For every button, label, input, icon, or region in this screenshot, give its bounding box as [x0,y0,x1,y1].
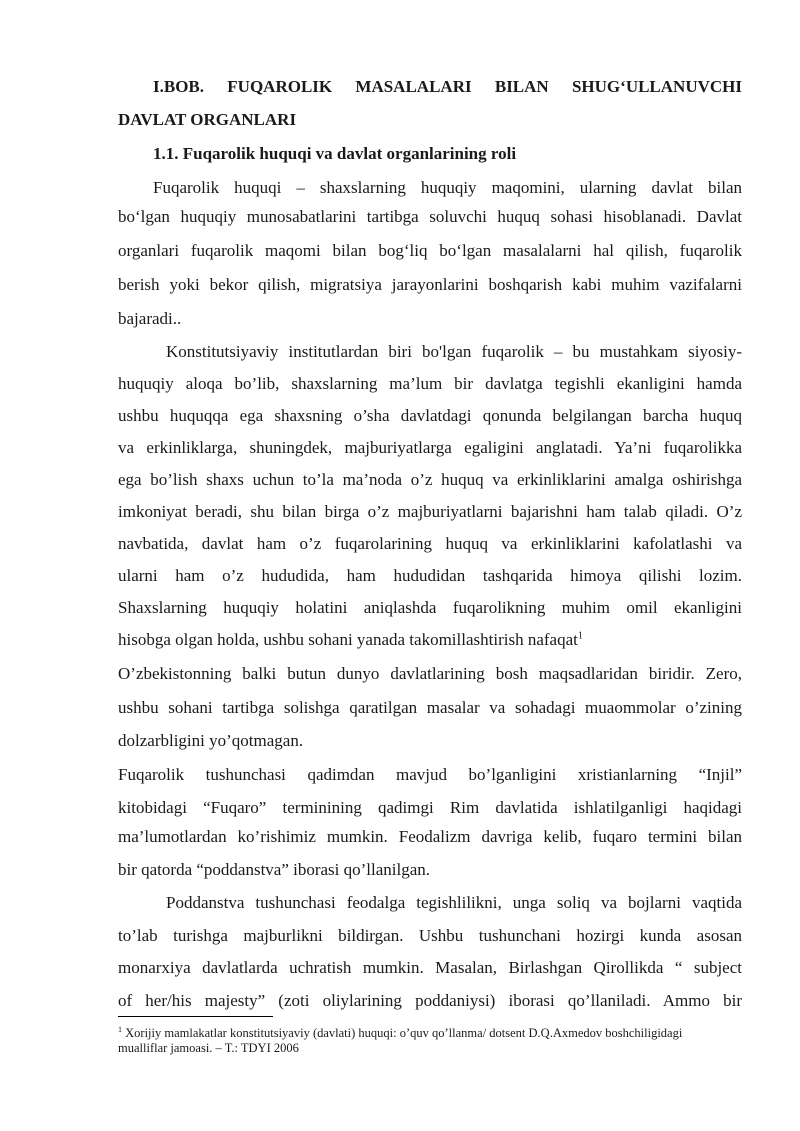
paragraph-2-last-text: hisobga olgan holda, ushbu sohani yanada takomillashtirish nafaqat [118,630,578,649]
paragraph-2-line: Konstitutsiyaviy institutlardan biri bo'lgan fuqarolik – bu mustahkam siyosiy- [166,342,742,361]
paragraph-4-line: bir qatorda “poddanstva” iborasi qo’llanilgan. [118,860,431,879]
chapter-title-line-2: DAVLAT ORGANLARI [118,110,297,129]
footnote-reference[interactable]: 1 [577,630,583,642]
paragraph-2-line: imkoniyat beradi, shu bilan birga o’z majburiyatlarni bajarishni ham talab qiladi. O’z [118,502,742,521]
chapter-title-line-1: I.BOB. FUQAROLIK MASALALARI BILAN SHUG‘ULLANUVCHI [153,77,742,96]
paragraph-2-line: huquqiy aloqa bo’lib, shaxslarning ma’lum bir davlatga tegishli ekanligini hamda [118,374,742,393]
paragraph-3-line: dolzarbligini yo’qotmagan. [118,731,304,750]
footnote-line-1 [118,1022,738,1041]
paragraph-1-line: bajaradi.. [118,309,182,328]
paragraph-4-line: Fuqarolik tushunchasi qadimdan mavjud bo’lganligini xristianlarning “Injil” [118,765,742,784]
paragraph-3-line: O’zbekistonning balki butun dunyo davlatlarining bosh maqsadlaridan biridir. Zero, [118,664,742,683]
paragraph-2-line: Shaxslarning huquqiy holatini aniqlashda fuqarolikning muhim omil ekanligini [118,598,742,617]
paragraph-2-line: ularni ham o’z hududida, ham hududidan tashqarida himoya qilishi lozim. [118,566,742,585]
paragraph-4-line: ma’lumotlardan ko’rishimiz mumkin. Feodalizm davriga kelib, fuqaro termini bilan [118,827,742,846]
paragraph-5-line: monarxiya davlatlarda uchratish mumkin. Masalan, Birlashgan Qirollikda “ subject [118,958,742,977]
paragraph-1-line: Fuqarolik huquqi – shaxslarning huquqiy maqomini, ularning davlat bilan [153,178,742,197]
paragraph-1-line: organlari fuqarolik maqomi bilan bog‘liq bo‘lgan masalalarni hal qilish, fuqarolik [118,241,742,260]
paragraph-2-line: navbatida, davlat ham o’z fuqarolarining huquq va erkinliklarini kafolatlashi va [118,534,742,553]
paragraph-2-line: ushbu huquqqa ega shaxsning o’sha davlatdagi qonunda belgilangan barcha huquq [118,406,742,425]
section-title: 1.1. Fuqarolik huquqi va davlat organlarining roli [153,144,517,163]
paragraph-5-line: of her/his majesty” (zoti oliylarining poddaniysi) iborasi qo’llaniladi. Ammo bir [118,991,742,1010]
paragraph-1-line: bo‘lgan huquqiy munosabatlarini tartibga soluvchi huquq sohasi hisoblanadi. Davlat [118,207,742,226]
footnote-separator [118,1016,273,1017]
paragraph-2-line: va erkinliklarga, shuningdek, majburiyatlarga egaligini anglatadi. Ya’ni fuqarolikka [118,438,742,457]
footnote-line-2: mualliflar jamoasi. – T.: TDYI 2006 [118,1041,299,1055]
paragraph-1-line: berish yoki bekor qilish, migratsiya jarayonlarini boshqarish kabi muhim vazifalarni [118,275,742,294]
footnote-text: Xorijiy mamlakatlar konstitutsiyaviy (davlati) huquqi: o’quv qo’llanma/ dotsent D.Q.Axmedov boshchiligidagi [122,1026,683,1041]
paragraph-4-line: kitobidagi “Fuqaro” terminining qadimgi Rim davlatida ishlatilganligi haqidagi [118,798,742,817]
footnote-marker: 1 [118,1025,122,1034]
paragraph-2-line: ega bo’lish shaxs uchun to’la ma’noda o’z huquq va erkinliklarini amalga oshirishga [118,470,742,489]
paragraph-5-line: to’lab turishga majburlikni bildirgan. Ushbu tushunchani hozirgi kunda asosan [118,926,742,945]
paragraph-5-line: Poddanstva tushunchasi feodalga tegishlilikni, unga soliq va bojlarni vaqtida [166,893,742,912]
paragraph-2-line [118,629,742,651]
paragraph-3-line: ushbu sohani tartibga solishga qaratilgan masalar va sohadagi muaommolar o’zining [118,698,742,717]
